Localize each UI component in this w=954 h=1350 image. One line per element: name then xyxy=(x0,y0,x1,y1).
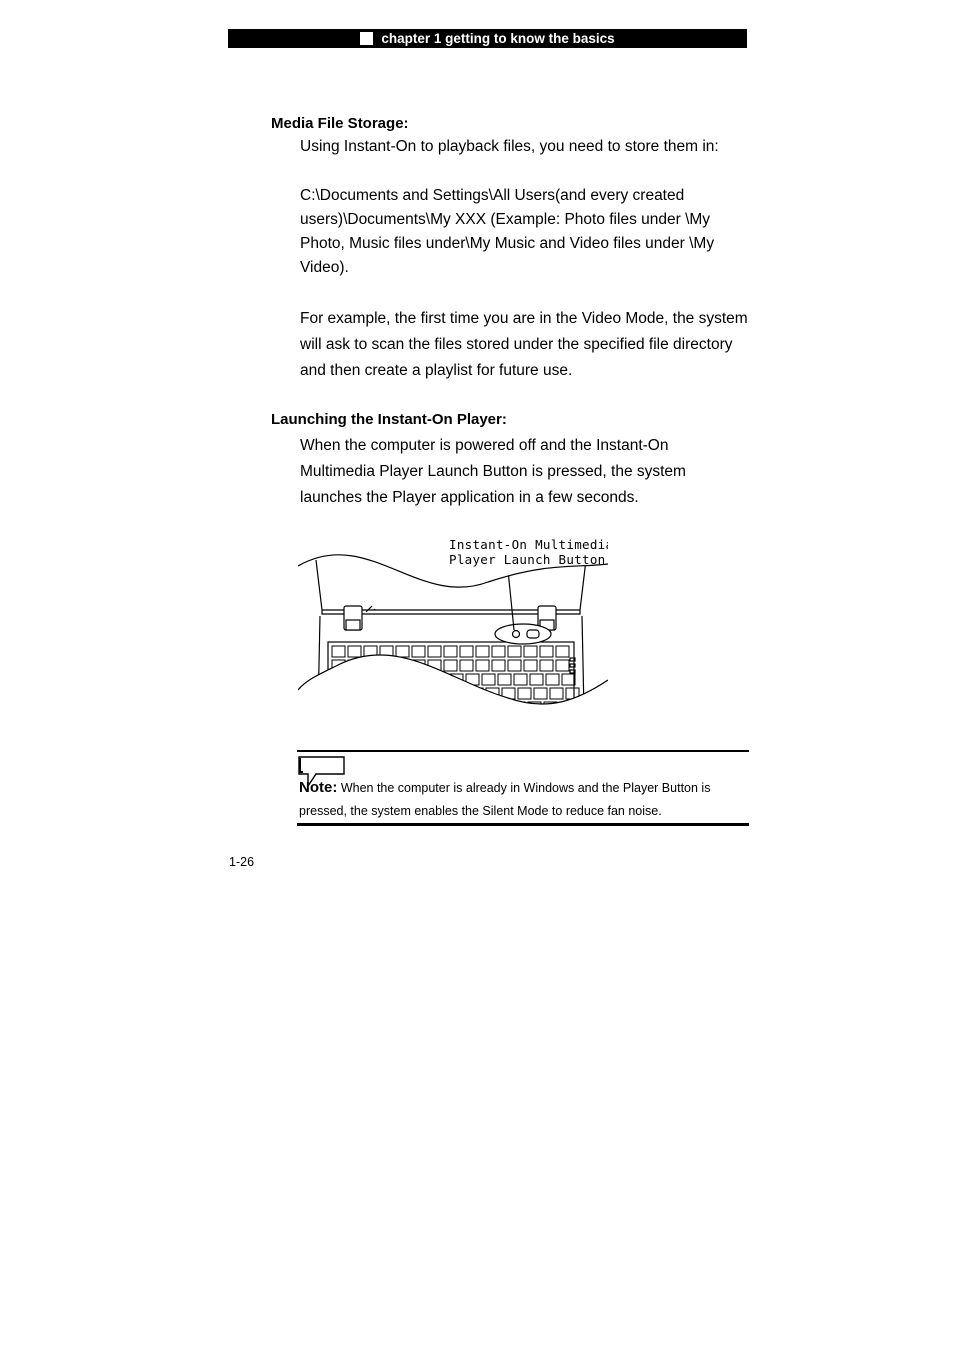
callout-label-line1: Instant-On Multimedia xyxy=(449,537,608,552)
section-heading-media-file-storage: Media File Storage: xyxy=(271,115,409,132)
section-heading-launching-player: Launching the Instant-On Player: xyxy=(271,411,507,428)
paragraph: When the computer is powered off and the Instant-On Multimedia Player Launch Button is pressed, the system launches the Player application in a few seconds. xyxy=(300,437,686,506)
note-text: When the computer is already in Windows and the Player Button is pressed, the system enables the Silent Mode to reduce fan noise. xyxy=(299,781,711,818)
callout-label-line2: Player Launch Button xyxy=(449,552,606,567)
square-bullet-icon xyxy=(360,32,373,45)
note-paragraph xyxy=(299,776,739,823)
note-box xyxy=(297,750,749,826)
laptop-keyboard-illustration xyxy=(298,530,608,712)
paragraph: For example, the first time you are in the Video Mode, the system will ask to scan the files stored under the specified file directory and then create a playlist for future use. xyxy=(300,310,748,379)
paragraph: Using Instant-On to playback files, you need to store them in: xyxy=(300,138,719,155)
chapter-title: chapter 1 getting to know the basics xyxy=(381,31,615,46)
note-label: Note: xyxy=(299,779,338,796)
chapter-header-bar xyxy=(228,29,747,48)
page-number: 1-26 xyxy=(229,855,255,869)
paragraph-storage-path: C:\Documents and Settings\All Users(and every created users)\Documents\My XXX (Example: Photo files under \My Photo, Music files under\My Music and Video files under \My Video). xyxy=(300,187,715,276)
